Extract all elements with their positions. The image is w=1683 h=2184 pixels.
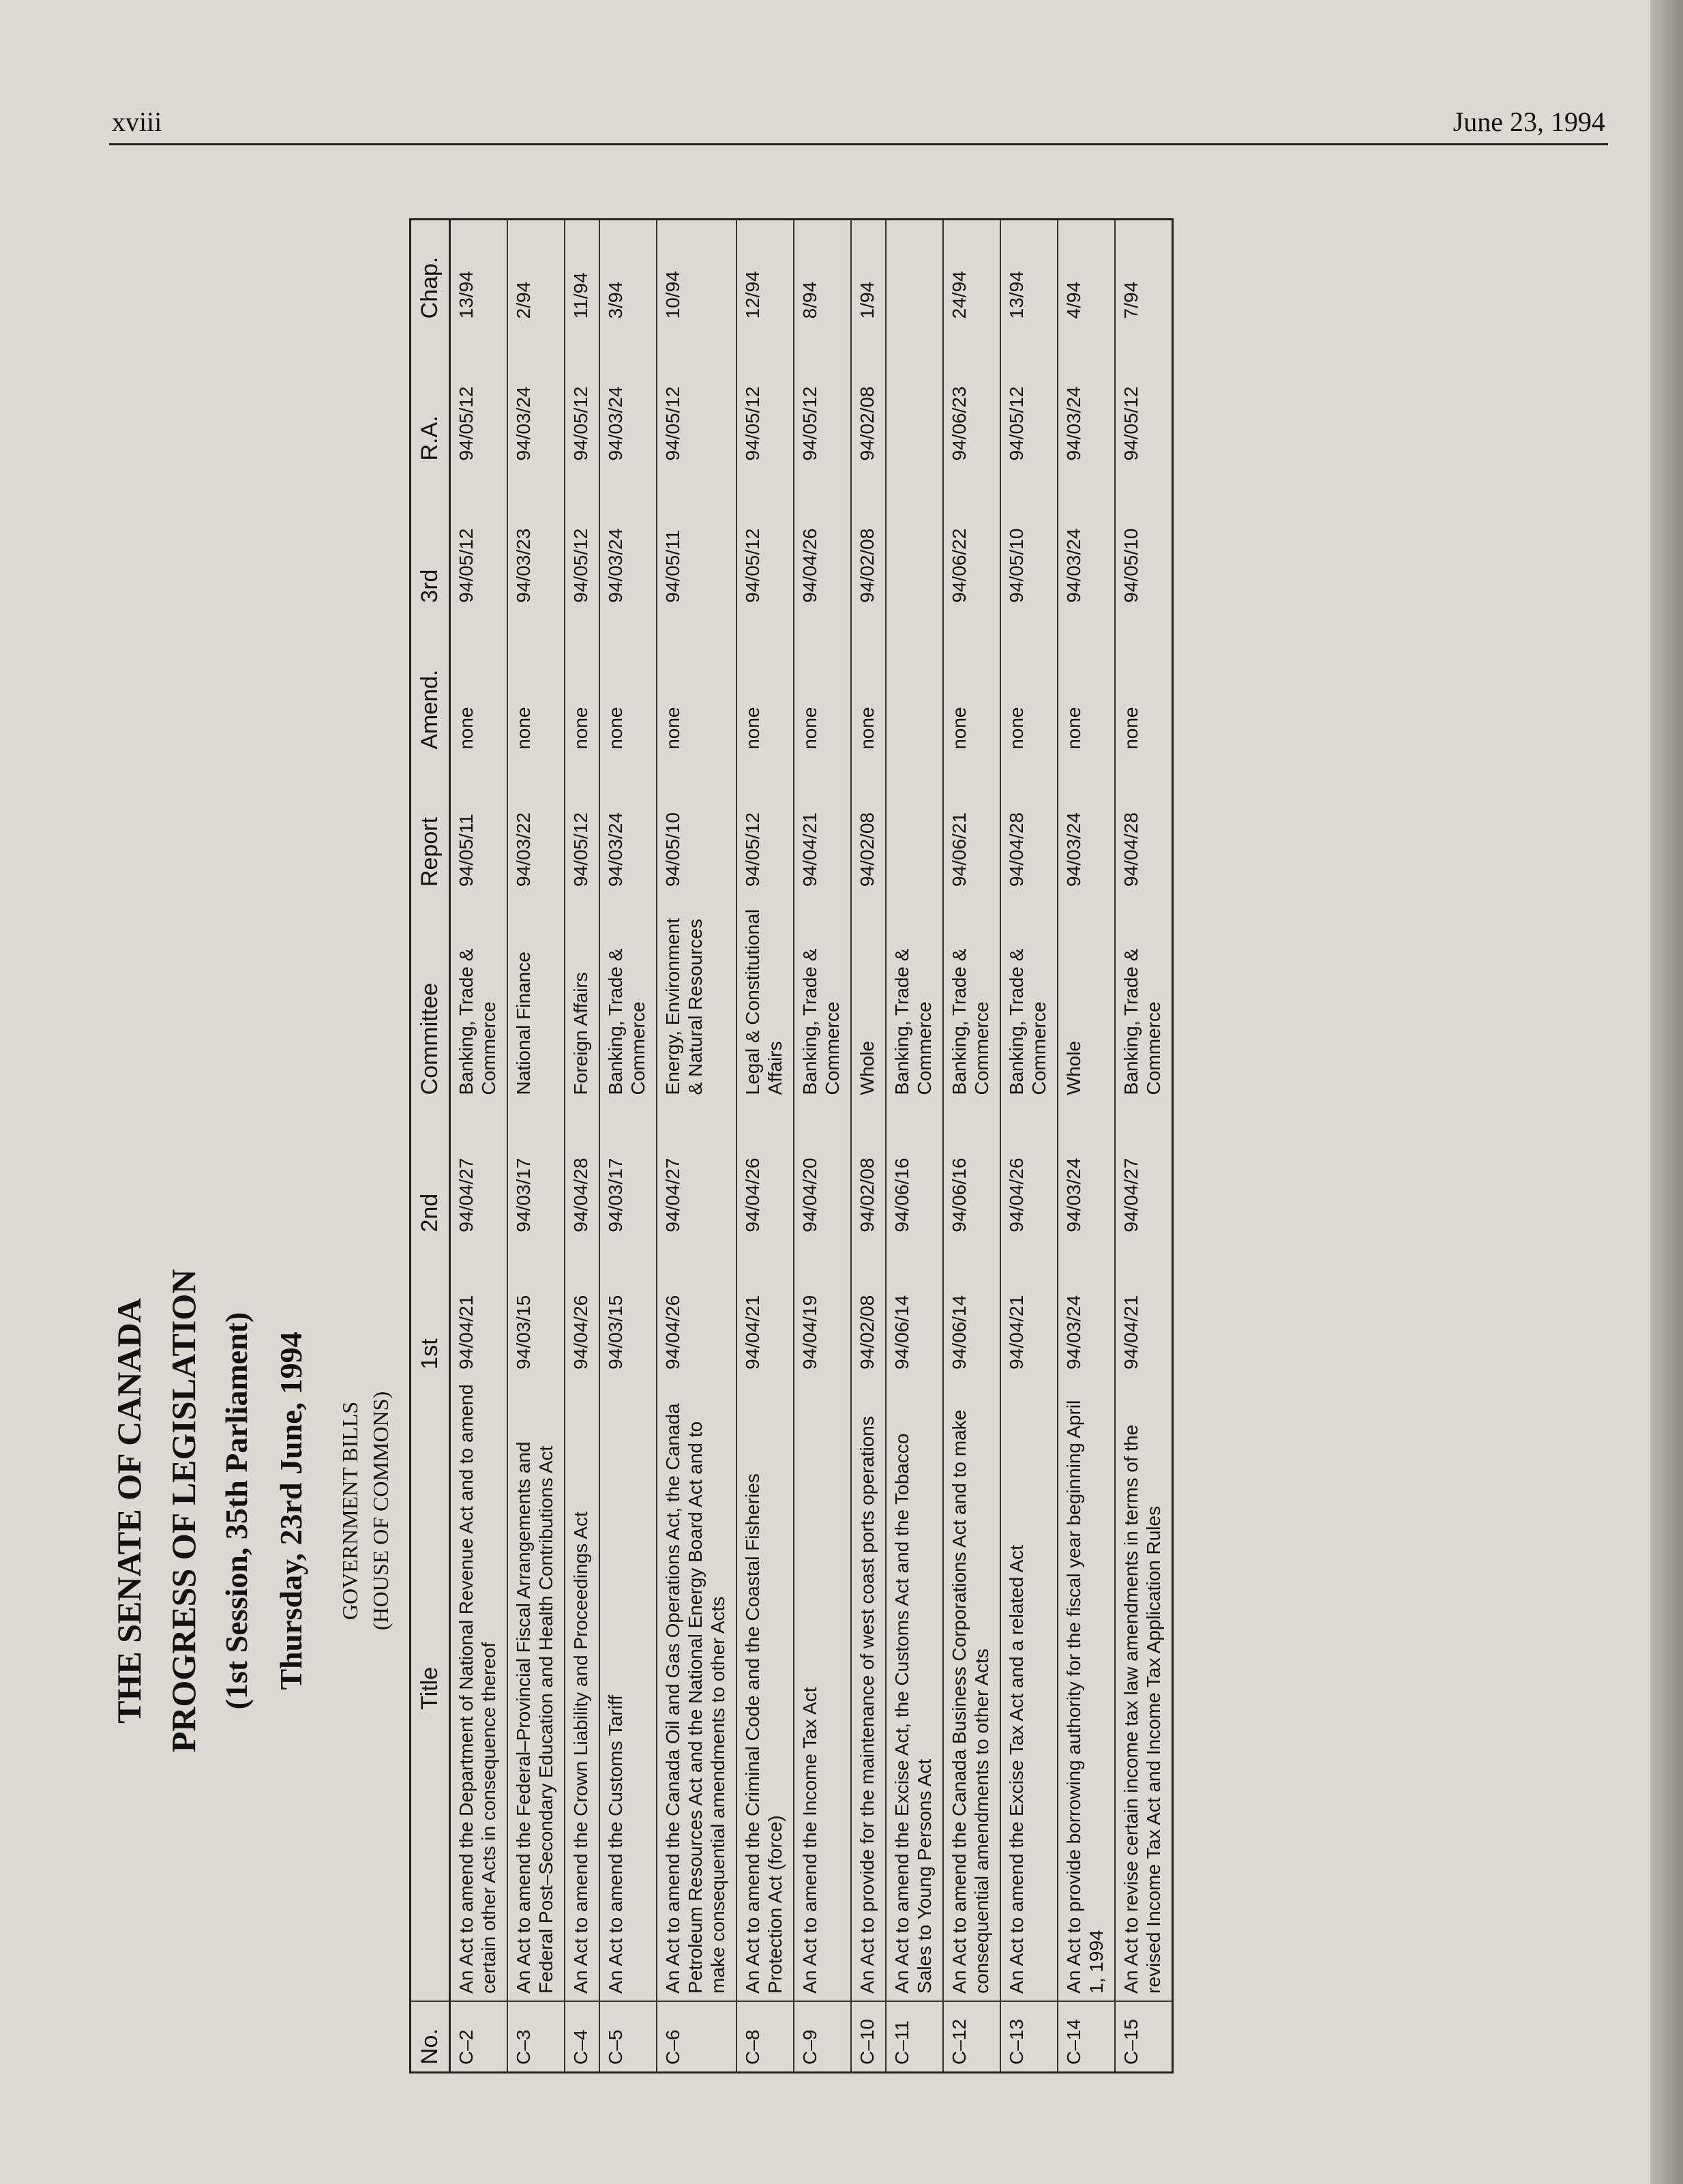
cell-first: 94/04/21 — [450, 1239, 508, 1376]
table-row — [565, 220, 599, 2073]
cell-first: 94/04/21 — [1115, 1239, 1173, 1376]
cell-committee: Banking, Trade & Commerce — [886, 894, 943, 1102]
cell-no: C–2 — [450, 2001, 508, 2073]
cell-title: An Act to amend the Excise Act, the Customs Act and the Tobacco Sales to Young Persons Act — [886, 1376, 943, 2001]
cell-no: C–5 — [599, 2001, 657, 2073]
cell-third: 94/05/12 — [450, 468, 508, 610]
cell-no: C–6 — [657, 2001, 736, 2073]
cell-first: 94/04/21 — [736, 1239, 794, 1376]
cell-second: 94/04/28 — [565, 1102, 599, 1239]
cell-third: 94/05/10 — [1115, 468, 1173, 610]
cell-report: 94/04/28 — [1000, 756, 1058, 894]
heading-session: (1st Session, 35th Parliament) — [219, 1312, 254, 1710]
table-row — [943, 220, 1000, 2073]
cell-no: C–9 — [794, 2001, 851, 2073]
cell-ra: 94/05/12 — [657, 325, 736, 467]
table-row — [599, 220, 657, 2073]
heading-senate: THE SENATE OF CANADA — [110, 1298, 148, 1724]
col-header-chap: Chap. — [411, 220, 450, 326]
page-binding-edge — [1650, 0, 1683, 2184]
cell-committee: Foreign Affairs — [565, 894, 599, 1102]
cell-report — [886, 756, 943, 894]
cell-chap: 2/94 — [507, 220, 565, 326]
cell-committee: Banking, Trade & Commerce — [599, 894, 657, 1102]
cell-ra: 94/06/23 — [943, 325, 1000, 467]
table-row — [851, 220, 886, 2073]
cell-ra — [886, 325, 943, 467]
col-header-amend: Amend. — [411, 610, 450, 756]
table-header-row — [411, 220, 450, 2073]
cell-ra: 94/05/12 — [565, 325, 599, 467]
cell-report: 94/02/08 — [851, 756, 886, 894]
cell-chap: 4/94 — [1058, 220, 1115, 326]
cell-second: 94/03/17 — [507, 1102, 565, 1239]
cell-second: 94/06/16 — [886, 1102, 943, 1239]
table-body — [450, 220, 1173, 2073]
cell-third: 94/05/11 — [657, 468, 736, 610]
heading-progress: PROGRESS OF LEGISLATION — [164, 1269, 203, 1753]
cell-amend: none — [599, 610, 657, 756]
cell-amend: none — [943, 610, 1000, 756]
cell-amend: none — [1058, 610, 1115, 756]
cell-second: 94/06/16 — [943, 1102, 1000, 1239]
cell-ra: 94/05/12 — [1115, 325, 1173, 467]
cell-report: 94/06/21 — [943, 756, 1000, 894]
table-row — [657, 220, 736, 2073]
cell-committee: Banking, Trade & Commerce — [943, 894, 1000, 1102]
col-header-ra: R.A. — [411, 325, 450, 467]
cell-title: An Act to amend the Income Tax Act — [794, 1376, 851, 2001]
heading-government-bills: GOVERNMENT BILLS — [338, 1401, 362, 1621]
cell-title: An Act to amend the Criminal Code and the Coastal Fisheries Protection Act (force) — [736, 1376, 794, 2001]
cell-report: 94/05/12 — [736, 756, 794, 894]
cell-third: 94/03/24 — [599, 468, 657, 610]
table-row — [1000, 220, 1058, 2073]
col-header-third: 3rd — [411, 468, 450, 610]
table-row — [794, 220, 851, 2073]
cell-committee: Energy, Environment & Natural Resources — [657, 894, 736, 1102]
cell-committee: Whole — [1058, 894, 1115, 1102]
cell-third — [886, 468, 943, 610]
cell-third: 94/04/26 — [794, 468, 851, 610]
cell-no: C–3 — [507, 2001, 565, 2073]
col-header-second: 2nd — [411, 1102, 450, 1239]
table-row — [736, 220, 794, 2073]
cell-report: 94/04/28 — [1115, 756, 1173, 894]
cell-committee: Legal & Constitutional Affairs — [736, 894, 794, 1102]
cell-first: 94/04/26 — [657, 1239, 736, 1376]
cell-first: 94/04/26 — [565, 1239, 599, 1376]
cell-chap: 11/94 — [565, 220, 599, 326]
col-header-report: Report — [411, 756, 450, 894]
cell-title: An Act to amend the Canada Oil and Gas Operations Act, the Canada Petroleum Resources Act and the National Energy Board Act and to make consequential amendments to other Acts — [657, 1376, 736, 2001]
cell-second: 94/03/24 — [1058, 1102, 1115, 1239]
cell-first: 94/06/14 — [886, 1239, 943, 1376]
cell-third: 94/03/23 — [507, 468, 565, 610]
cell-committee: National Finance — [507, 894, 565, 1102]
cell-amend: none — [794, 610, 851, 756]
cell-chap: 7/94 — [1115, 220, 1173, 326]
col-header-first: 1st — [411, 1239, 450, 1376]
running-head — [109, 106, 1608, 145]
cell-no: C–13 — [1000, 2001, 1058, 2073]
cell-first: 94/04/21 — [1000, 1239, 1058, 1376]
cell-second: 94/04/27 — [450, 1102, 508, 1239]
heading-date: Thursday, 23rd June, 1994 — [273, 1331, 308, 1690]
table-row — [450, 220, 508, 2073]
cell-second: 94/04/27 — [1115, 1102, 1173, 1239]
page-number: xviii — [112, 106, 162, 137]
cell-third: 94/05/10 — [1000, 468, 1058, 610]
cell-report: 94/05/12 — [565, 756, 599, 894]
cell-amend: none — [657, 610, 736, 756]
cell-chap: 13/94 — [1000, 220, 1058, 326]
cell-ra: 94/02/08 — [851, 325, 886, 467]
cell-ra: 94/03/24 — [599, 325, 657, 467]
cell-report: 94/03/24 — [1058, 756, 1115, 894]
cell-chap: 24/94 — [943, 220, 1000, 326]
cell-title: An Act to amend the Department of National Revenue Act and to amend certain other Acts in consequence thereof — [450, 1376, 508, 2001]
cell-ra: 94/05/12 — [450, 325, 508, 467]
cell-title: An Act to amend the Crown Liability and Proceedings Act — [565, 1376, 599, 2001]
cell-second: 94/04/26 — [1000, 1102, 1058, 1239]
cell-no: C–4 — [565, 2001, 599, 2073]
cell-third: 94/06/22 — [943, 468, 1000, 610]
rotated-content — [109, 205, 1603, 2074]
cell-second: 94/03/17 — [599, 1102, 657, 1239]
cell-chap: 3/94 — [599, 220, 657, 326]
cell-chap: 1/94 — [851, 220, 886, 326]
cell-title: An Act to amend the Federal–Provincial Fiscal Arrangements and Federal Post–Secondary Education and Health Contributions Act — [507, 1376, 565, 2001]
cell-first: 94/06/14 — [943, 1239, 1000, 1376]
col-header-committee: Committee — [411, 894, 450, 1102]
cell-report: 94/03/24 — [599, 756, 657, 894]
cell-first: 94/03/15 — [599, 1239, 657, 1376]
cell-chap: 12/94 — [736, 220, 794, 326]
cell-first: 94/04/19 — [794, 1239, 851, 1376]
cell-no: C–14 — [1058, 2001, 1115, 2073]
cell-amend: none — [565, 610, 599, 756]
cell-third: 94/02/08 — [851, 468, 886, 610]
cell-second: 94/02/08 — [851, 1102, 886, 1239]
cell-ra: 94/05/12 — [736, 325, 794, 467]
cell-chap: 13/94 — [450, 220, 508, 326]
cell-chap: 10/94 — [657, 220, 736, 326]
cell-third: 94/05/12 — [736, 468, 794, 610]
bills-table — [409, 218, 1174, 2074]
cell-no: C–8 — [736, 2001, 794, 2073]
cell-committee: Whole — [851, 894, 886, 1102]
cell-chap — [886, 220, 943, 326]
cell-third: 94/03/24 — [1058, 468, 1115, 610]
cell-third: 94/05/12 — [565, 468, 599, 610]
cell-amend: none — [736, 610, 794, 756]
table-row — [886, 220, 943, 2073]
col-header-no: No. — [411, 2001, 450, 2073]
cell-title: An Act to amend the Excise Tax Act and a related Act — [1000, 1376, 1058, 2001]
cell-report: 94/03/22 — [507, 756, 565, 894]
cell-committee: Banking, Trade & Commerce — [1115, 894, 1173, 1102]
cell-first: 94/02/08 — [851, 1239, 886, 1376]
cell-first: 94/03/15 — [507, 1239, 565, 1376]
col-header-title: Title — [411, 1376, 450, 2001]
cell-ra: 94/03/24 — [1058, 325, 1115, 467]
rotated-content-area — [109, 205, 1603, 2074]
cell-amend: none — [1000, 610, 1058, 756]
cell-no: C–10 — [851, 2001, 886, 2073]
cell-no: C–12 — [943, 2001, 1000, 2073]
cell-chap: 8/94 — [794, 220, 851, 326]
cell-title: An Act to revise certain income tax law amendments in terms of the revised Income Tax Act and Income Tax Application Rules — [1115, 1376, 1173, 2001]
cell-amend — [886, 610, 943, 756]
cell-report: 94/05/11 — [450, 756, 508, 894]
cell-amend: none — [851, 610, 886, 756]
cell-ra: 94/03/24 — [507, 325, 565, 467]
cell-no: C–15 — [1115, 2001, 1173, 2073]
cell-title: An Act to amend the Canada Business Corporations Act and to make consequential amendments to other Acts — [943, 1376, 1000, 2001]
cell-first: 94/03/24 — [1058, 1239, 1115, 1376]
cell-title: An Act to amend the Customs Tariff — [599, 1376, 657, 2001]
table-row — [1058, 220, 1115, 2073]
table-row — [1115, 220, 1173, 2073]
cell-report: 94/05/10 — [657, 756, 736, 894]
cell-second: 94/04/20 — [794, 1102, 851, 1239]
heading-house-of-commons: (HOUSE OF COMMONS) — [368, 1391, 393, 1631]
cell-title: An Act to provide for the maintenance of west coast ports operations — [851, 1376, 886, 2001]
page-date: June 23, 1994 — [1453, 106, 1605, 137]
cell-report: 94/04/21 — [794, 756, 851, 894]
table-row — [507, 220, 565, 2073]
cell-no: C–11 — [886, 2001, 943, 2073]
cell-amend: none — [1115, 610, 1173, 756]
cell-ra: 94/05/12 — [1000, 325, 1058, 467]
cell-title: An Act to provide borrowing authority for the fiscal year beginning April 1, 1994 — [1058, 1376, 1115, 2001]
cell-second: 94/04/27 — [657, 1102, 736, 1239]
cell-ra: 94/05/12 — [794, 325, 851, 467]
cell-amend: none — [450, 610, 508, 756]
cell-second: 94/04/26 — [736, 1102, 794, 1239]
cell-committee: Banking, Trade & Commerce — [450, 894, 508, 1102]
cell-committee: Banking, Trade & Commerce — [1000, 894, 1058, 1102]
cell-committee: Banking, Trade & Commerce — [794, 894, 851, 1102]
cell-amend: none — [507, 610, 565, 756]
